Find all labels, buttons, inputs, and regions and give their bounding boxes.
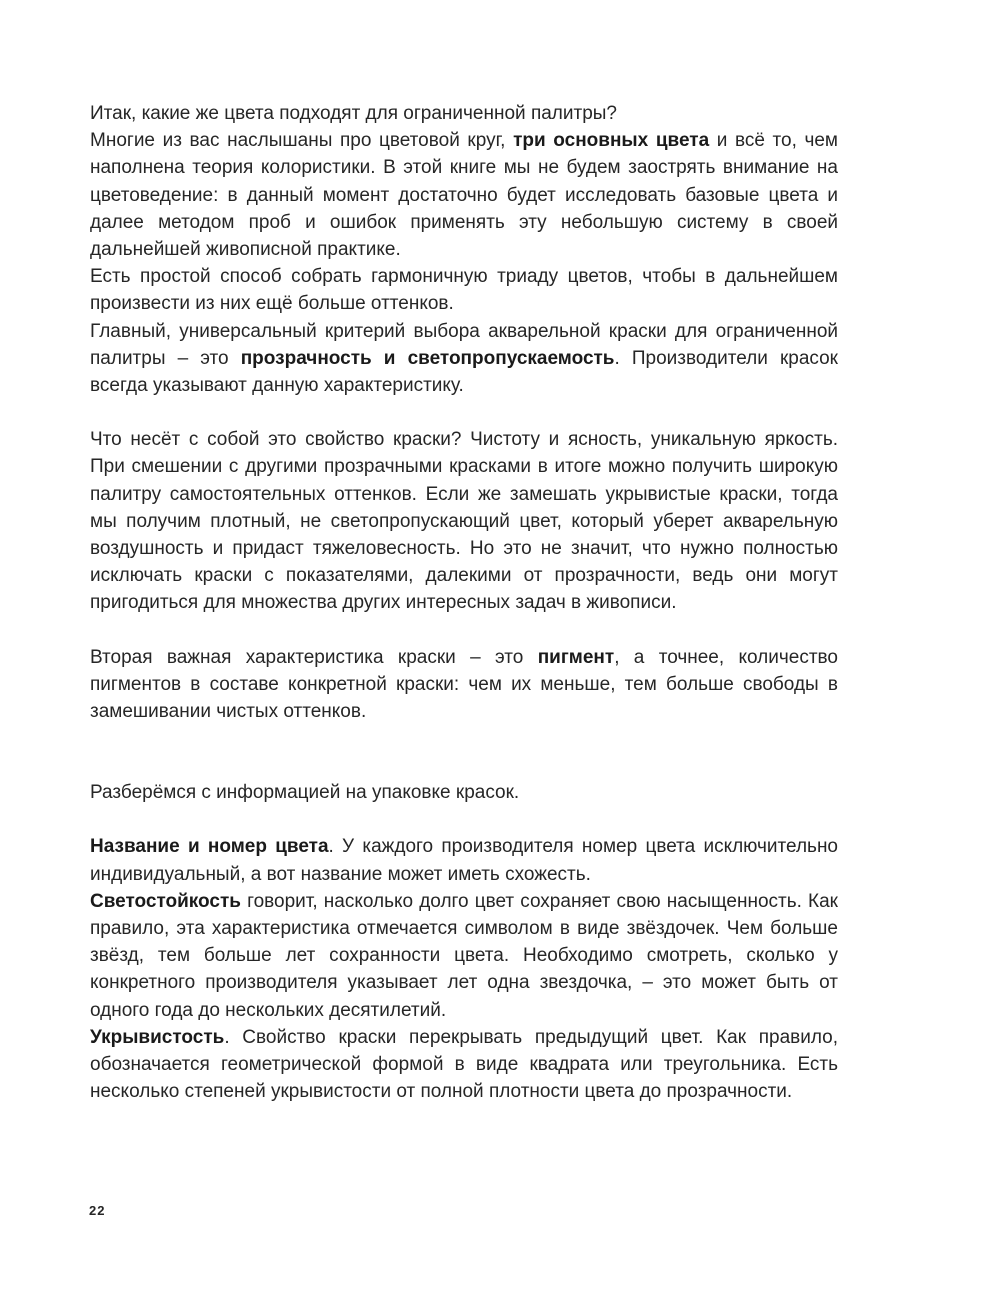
term-opacity: Укрывистость bbox=[90, 1026, 225, 1048]
paragraph-criterion: Главный, универсальный критерий выбора акварельной краски для ограниченной палитры – это прозрачность и светопропускаемость. Производители красок всегда указывают данную характеристику. bbox=[90, 320, 838, 397]
term-primary-colors: три основных цвета bbox=[513, 130, 710, 152]
paragraph-opacity: Укрывистость. Свойство краски перекрывать предыдущий цвет. Как правило, обозначается геометрической формой в виде квадрата или треугольника. Есть несколько степеней укрывистости от полной плотности цвета до прозрачности. bbox=[90, 1026, 838, 1103]
paragraph-pigment: Вторая важная характеристика краски – это пигмент, а точнее, количество пигментов в составе конкретной краски: чем их меньше, тем больше свободы в замешивании чистых оттенков. bbox=[90, 646, 838, 723]
paragraph-packaging: Разберёмся с информацией на упаковке красок. bbox=[90, 782, 520, 804]
paragraph-intro: Итак, какие же цвета подходят для ограниченной палитры? Многие из вас наслышаны про цветовой круг, три основных цвета и всё то, чем наполнена теория колористики. В этой книге мы не будем заострять внимание на цветоведение: в данный момент достаточно будет исследовать базовые цвета и далее методом проб и ошибок применять эту небольшую систему в своей дальнейшей живописной практике. bbox=[90, 103, 838, 261]
term-name-number: Название и номер цвета bbox=[90, 836, 329, 858]
paragraph-lightfastness: Светостойкость говорит, насколько долго цвет сохраняет свою насыщенность. Как правило, эта характеристика отмечается символом в виде звёздочек. Чем больше звёзд, тем больше лет сохранности цвета. Необходимо смотреть, сколько у конкретного производителя указывает лет одна звездочка, – это может быть от одного года до нескольких десятилетий. bbox=[90, 890, 838, 1021]
term-transparency: прозрачность и светопропускаемость bbox=[240, 347, 615, 369]
intro-question: Итак, какие же цвета подходят для ограниченной палитры? bbox=[90, 103, 617, 124]
term-pigment: пигмент bbox=[537, 646, 615, 668]
term-lightfastness: Светостойкость bbox=[90, 890, 241, 912]
paragraph-transparency-effect: Что несёт с собой это свойство краски? Чистоту и ясность, уникальную яркость. При смешении с другими прозрачными красками в итоге можно получить широкую палитру самостоятельных оттенков. Если же замешать укрывистые краски, тогда мы получим плотный, не светопропускающий цвет, который уберет акварельную воздушность и придаст тяжеловесность. Но это не значит, что нужно полностью исключать краски с показателями, далекими от прозрачности, ведь они могут пригодиться для множества других интересных задач в живописи. bbox=[90, 429, 838, 614]
paragraph-triad: Есть простой способ собрать гармоничную триаду цветов, чтобы в дальнейшем произвести из них ещё больше оттенков. bbox=[90, 266, 838, 315]
page-number: 22 bbox=[89, 1203, 106, 1218]
page-body bbox=[90, 100, 838, 1106]
paragraph-name-number: Название и номер цвета. У каждого производителя номер цвета исключительно индивидуальный, а вот название может иметь схожесть. bbox=[90, 836, 838, 885]
